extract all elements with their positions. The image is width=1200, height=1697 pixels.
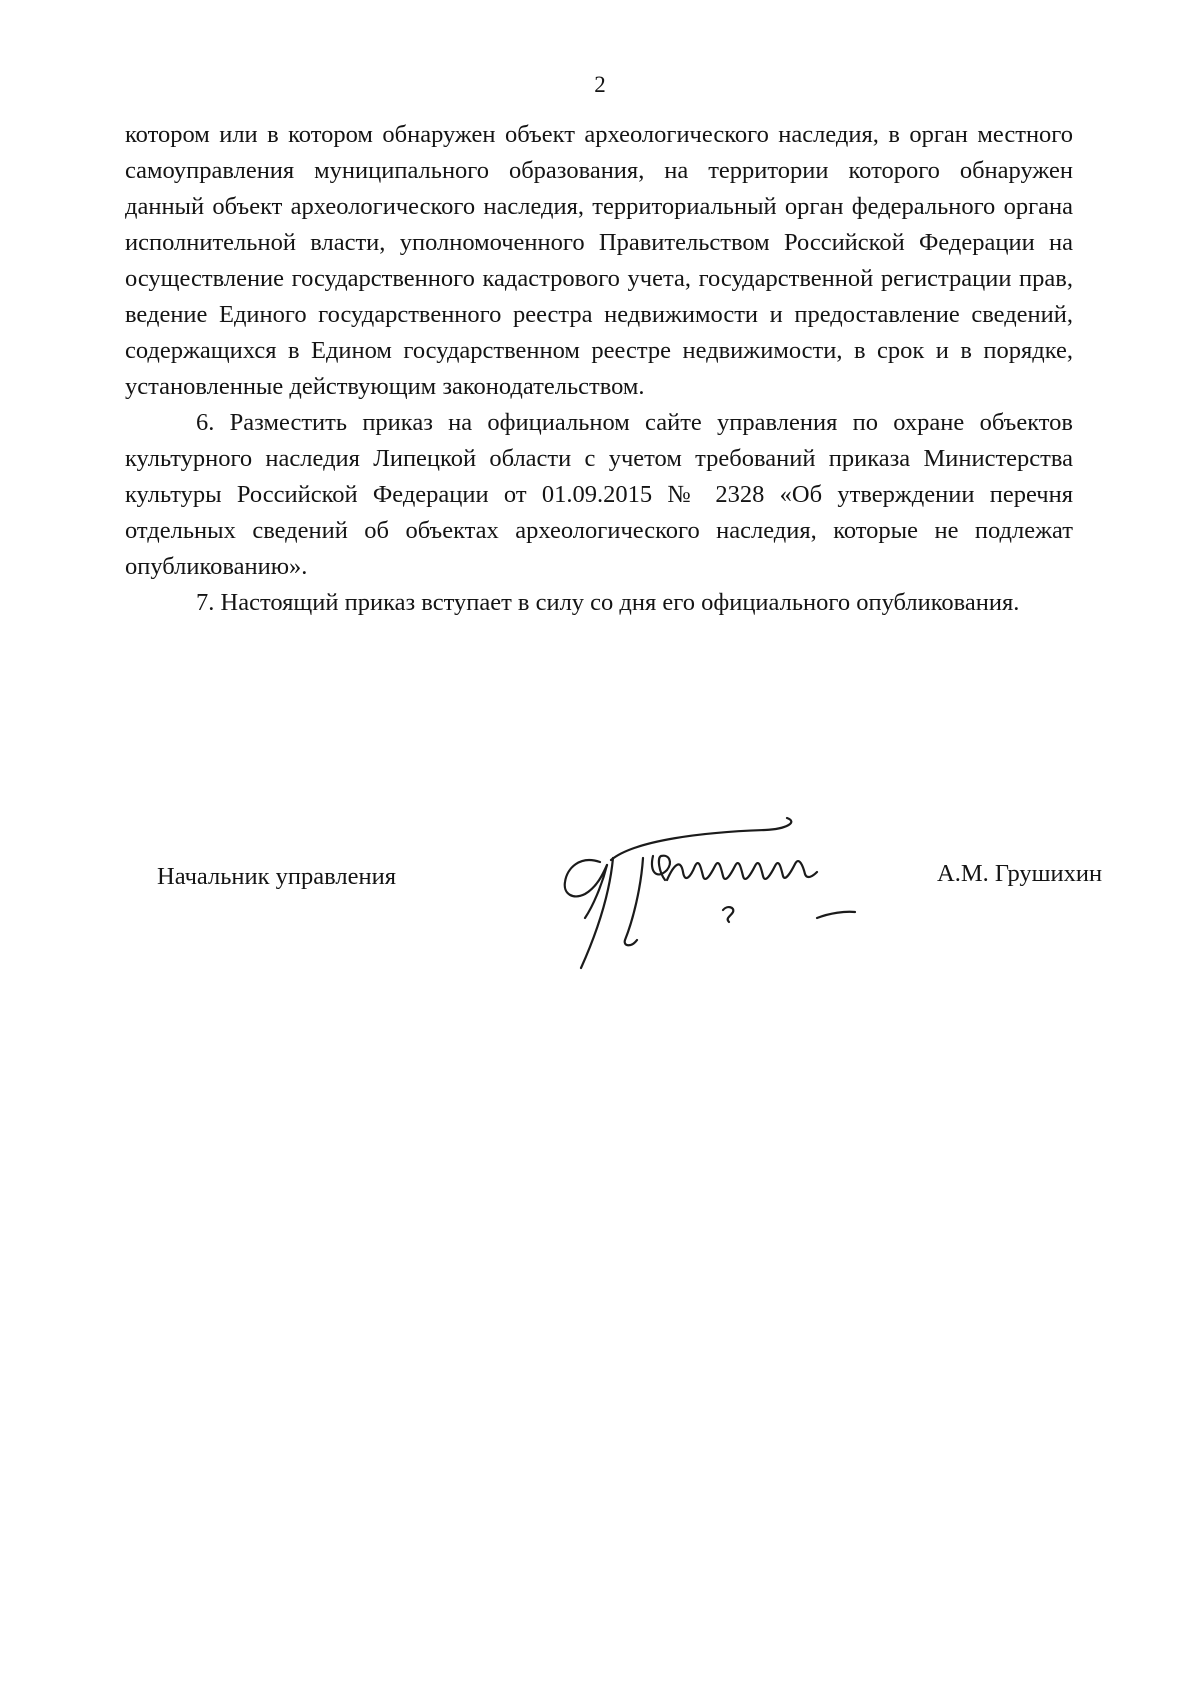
page-number: 2 (594, 72, 606, 97)
paragraph-item-6: 6. Разместить приказ на официальном сайте управления по охране объектов культурного наследия Липецкой области с учетом требований приказа Министерства культуры Российской Федерации от 01.09.2015 № 2328 «Об утверждении перечня отдельных сведений об объектах археологического наследия, которые не подлежат опубликованию». (125, 409, 1073, 580)
document-body (125, 117, 1073, 621)
signatory-name: А.М. Грушихин (937, 860, 1103, 887)
paragraph-item-7: 7. Настоящий приказ вступает в силу со дня его официального опубликования. (196, 589, 1020, 616)
handwritten-signature-icon (555, 810, 940, 975)
paragraph-continuation: котором или в котором обнаружен объект археологического наследия, в орган местного самоуправления муниципального образования, на территории которого обнаружен данный объект археологического наследия, территориальный орган федерального органа исполнительной власти, уполномоченного Правительством Российской Федерации на осуществление государственного кадастрового учета, государственной регистрации прав, ведение Единого государственного реестра недвижимости и предоставление сведений, содержащихся в Едином государственном реестре недвижимости, в срок и в порядке, установленные действующим законодательством. (125, 121, 1073, 400)
signatory-title: Начальник управления (157, 863, 396, 890)
